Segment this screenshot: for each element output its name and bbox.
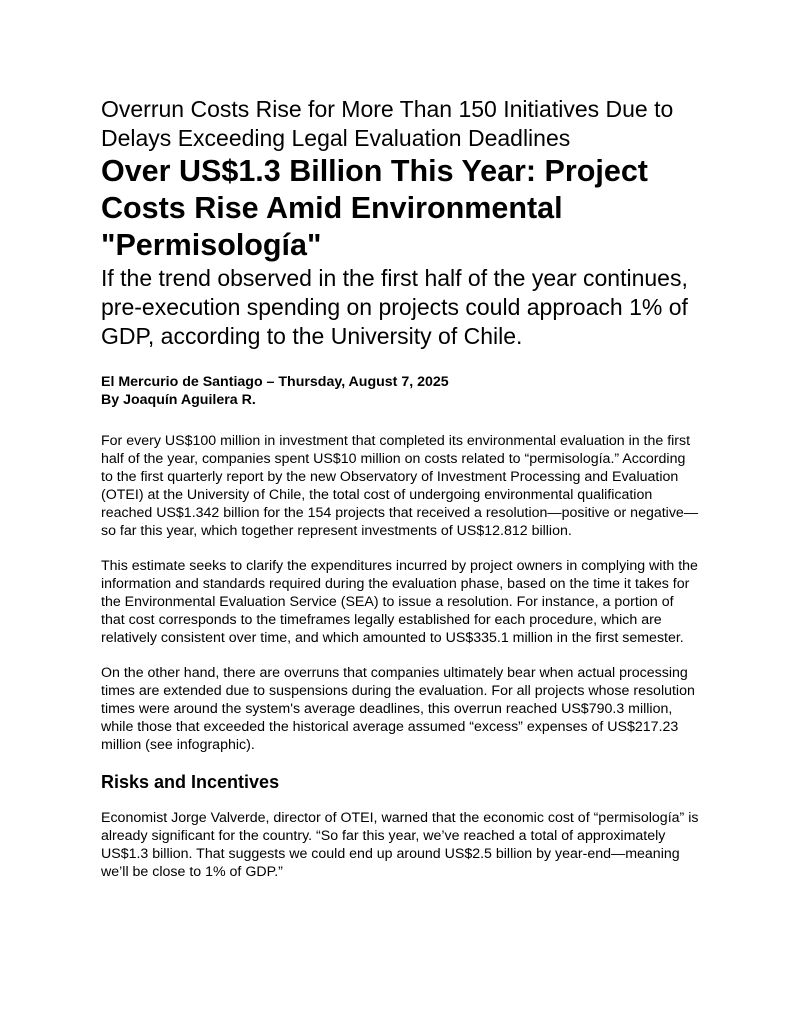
body-paragraph: This estimate seeks to clarify the expenditures incurred by project owners in complying with the information and standards required during the evaluation phase, based on the time it takes for the Environmental Evaluation Service (SEA) to issue a resolution. For instance, a portion of that cost corresponds to the timeframes legally established for each procedure, which are relatively consistent over time, and which amounted to US$335.1 million in the first semester. bbox=[101, 558, 698, 646]
article-kicker: Overrun Costs Rise for More Than 150 Initiatives Due to Delays Exceeding Legal Evaluation Deadlines bbox=[101, 96, 674, 151]
source-line: El Mercurio de Santiago – Thursday, August 7, 2025 bbox=[101, 374, 449, 390]
body-paragraph: For every US$100 million in investment that completed its environmental evaluation in the first half of the year, companies spent US$10 million on costs related to “permisología.” According to the first quarterly report by the new Observatory of Investment Processing and Evaluation (OTEI) at the University of Chile, the total cost of undergoing environmental qualification reached US$1.342 billion for the 154 projects that received a resolution—positive or negative—so far this year, which together represent investments of US$12.812 billion. bbox=[101, 433, 699, 539]
article-deck: If the trend observed in the first half of the year continues, pre-execution spending on projects could approach 1% of GDP, according to the University of Chile. bbox=[101, 265, 688, 349]
article-page bbox=[101, 95, 701, 881]
body-paragraph: On the other hand, there are overruns that companies ultimately bear when actual processing times are extended due to suspensions during the evaluation. For all projects whose resolution times were around the system's average deadlines, this overrun reached US$790.3 million, while those that exceeded the historical average assumed “excess” expenses of US$217.23 million (see infographic). bbox=[101, 665, 695, 753]
section-subhead: Risks and Incentives bbox=[101, 772, 280, 792]
body-paragraph: Economist Jorge Valverde, director of OTEI, warned that the economic cost of “permisología” is already significant for the country. “So far this year, we’ve reached a total of approximately US$1.3 billion. That suggests we could end up around US$2.5 billion by year-end—meaning we’ll be close to 1% of GDP.” bbox=[101, 810, 699, 880]
article-headline: Over US$1.3 Billion This Year: Project Costs Rise Amid Environmental "Permisología" bbox=[101, 154, 648, 262]
author-line: By Joaquín Aguilera R. bbox=[101, 392, 256, 408]
byline bbox=[101, 373, 701, 409]
